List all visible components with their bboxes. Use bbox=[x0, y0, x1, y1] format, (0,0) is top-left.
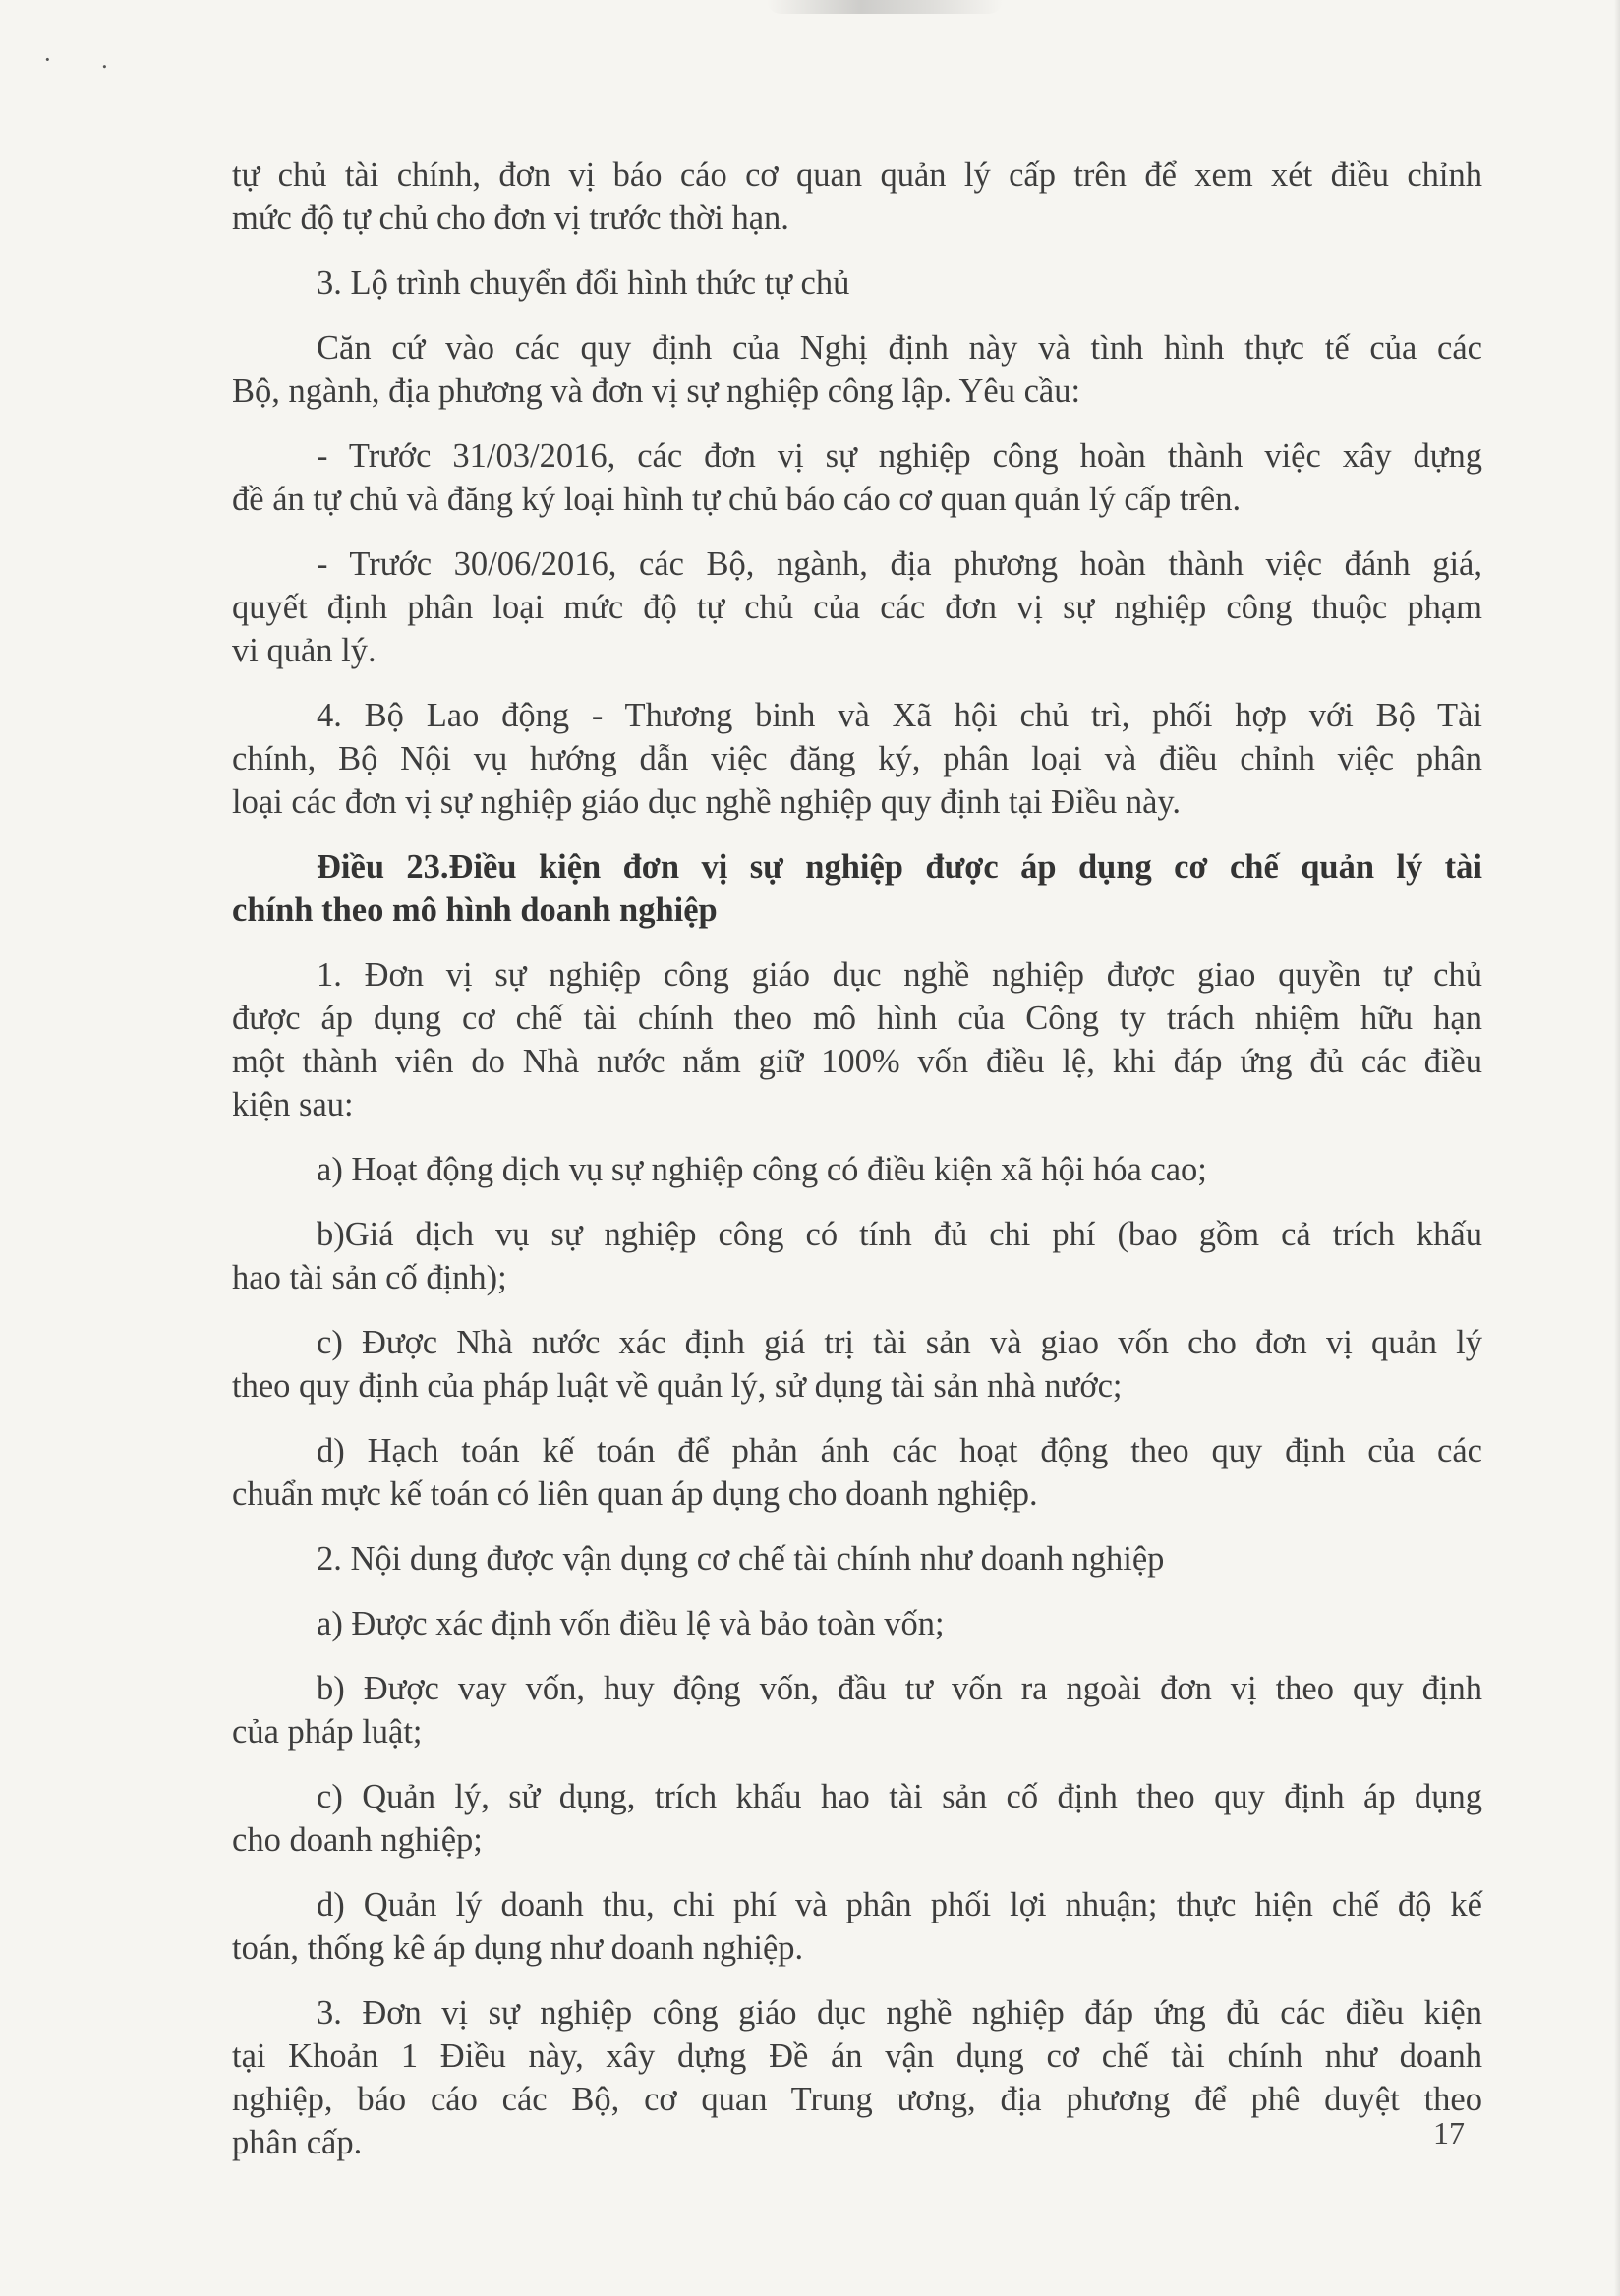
document-body bbox=[232, 153, 1482, 2164]
paragraph-line: loại các đơn vị sự nghiệp giáo dục nghề nghiệp quy định tại Điều này. bbox=[232, 783, 1182, 821]
list-item: của pháp luật; bbox=[232, 1713, 423, 1751]
paragraph-line: 4. Bộ Lao động - Thương binh và Xã hội chủ trì, phối hợp với Bộ Tài bbox=[317, 697, 1482, 734]
list-item: b) Được vay vốn, huy động vốn, đầu tư vốn ra ngoài đơn vị theo quy định bbox=[317, 1670, 1482, 1707]
list-item: b)Giá dịch vụ sự nghiệp công có tính đủ chi phí (bao gồm cả trích khấu bbox=[317, 1216, 1482, 1253]
paragraph-line: Căn cứ vào các quy định của Nghị định này và tình hình thực tế của các bbox=[317, 329, 1482, 367]
list-item: chuẩn mực kế toán có liên quan áp dụng cho doanh nghiệp. bbox=[232, 1475, 1038, 1513]
list-item: toán, thống kê áp dụng như doanh nghiệp. bbox=[232, 1929, 804, 1967]
paragraph-line: quyết định phân loại mức độ tự chủ của các đơn vị sự nghiệp công thuộc phạm bbox=[232, 589, 1482, 626]
list-item: d) Hạch toán kế toán để phản ánh các hoạt động theo quy định của các bbox=[317, 1432, 1482, 1469]
paragraph-line: chính, Bộ Nội vụ hướng dẫn việc đăng ký, phân loại và điều chỉnh việc phân bbox=[232, 740, 1482, 777]
paragraph-line: kiện sau: bbox=[232, 1086, 354, 1123]
corner-mark: · . bbox=[43, 45, 130, 74]
page-number: 17 bbox=[1433, 2115, 1465, 2151]
paragraph-line: - Trước 31/03/2016, các đơn vị sự nghiệp công hoàn thành việc xây dựng bbox=[317, 437, 1482, 475]
paragraph-line: mức độ tự chủ cho đơn vị trước thời hạn. bbox=[232, 200, 789, 237]
section-heading: 3. Lộ trình chuyển đổi hình thức tự chủ bbox=[317, 264, 850, 302]
paragraph-line: Bộ, ngành, địa phương và đơn vị sự nghiệp công lập. Yêu cầu: bbox=[232, 373, 1081, 410]
paragraph-line: 1. Đơn vị sự nghiệp công giáo dục nghề nghiệp được giao quyền tự chủ bbox=[317, 956, 1482, 994]
paragraph-line: tại Khoản 1 Điều này, xây dựng Đề án vận dụng cơ chế tài chính như doanh bbox=[232, 2038, 1482, 2075]
list-item: c) Quản lý, sử dụng, trích khấu hao tài sản cố định theo quy định áp dụng bbox=[317, 1778, 1482, 1815]
paragraph-line: một thành viên do Nhà nước nắm giữ 100% vốn điều lệ, khi đáp ứng đủ các điều bbox=[232, 1043, 1482, 1080]
paragraph-line: 3. Đơn vị sự nghiệp công giáo dục nghề nghiệp đáp ứng đủ các điều kiện bbox=[317, 1994, 1482, 2032]
paragraph-line: nghiệp, báo cáo các Bộ, cơ quan Trung ương, địa phương để phê duyệt theo bbox=[232, 2081, 1482, 2118]
section-heading: 2. Nội dung được vận dụng cơ chế tài chính như doanh nghiệp bbox=[317, 1540, 1165, 1578]
scan-edge-shadow bbox=[1614, 0, 1620, 2296]
list-item: d) Quản lý doanh thu, chi phí và phân phối lợi nhuận; thực hiện chế độ kế bbox=[317, 1886, 1482, 1923]
list-item: a) Được xác định vốn điều lệ và bảo toàn vốn; bbox=[317, 1605, 945, 1642]
article-heading: chính theo mô hình doanh nghiệp bbox=[232, 891, 718, 929]
list-item: cho doanh nghiệp; bbox=[232, 1821, 483, 1859]
paragraph-line: đề án tự chủ và đăng ký loại hình tự chủ báo cáo cơ quan quản lý cấp trên. bbox=[232, 481, 1242, 518]
scan-smudge bbox=[767, 0, 1003, 14]
list-item: a) Hoạt động dịch vụ sự nghiệp công có điều kiện xã hội hóa cao; bbox=[317, 1151, 1207, 1188]
list-item: theo quy định của pháp luật về quản lý, sử dụng tài sản nhà nước; bbox=[232, 1367, 1123, 1405]
paragraph-line: phân cấp. bbox=[232, 2124, 363, 2161]
paragraph-line: được áp dụng cơ chế tài chính theo mô hình của Công ty trách nhiệm hữu hạn bbox=[232, 1000, 1482, 1037]
paragraph-line: - Trước 30/06/2016, các Bộ, ngành, địa phương hoàn thành việc đánh giá, bbox=[317, 545, 1482, 583]
paragraph-line: tự chủ tài chính, đơn vị báo cáo cơ quan quản lý cấp trên để xem xét điều chỉnh bbox=[232, 156, 1482, 194]
article-heading: Điều 23.Điều kiện đơn vị sự nghiệp được áp dụng cơ chế quản lý tài bbox=[317, 848, 1482, 886]
paragraph-line: vi quản lý. bbox=[232, 632, 376, 669]
list-item: c) Được Nhà nước xác định giá trị tài sản và giao vốn cho đơn vị quản lý bbox=[317, 1324, 1482, 1361]
list-item: hao tài sản cố định); bbox=[232, 1259, 507, 1296]
